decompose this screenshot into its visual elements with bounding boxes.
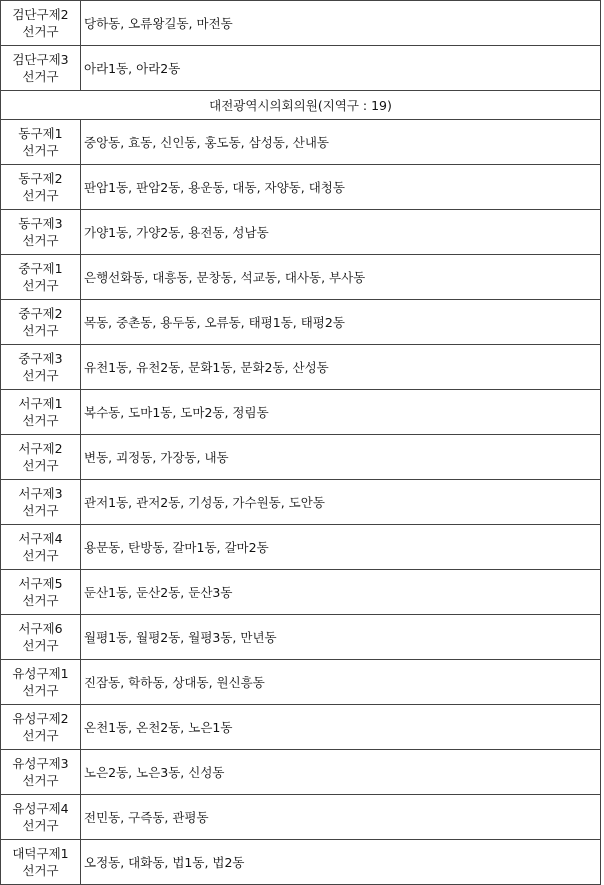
dong-list: 유천1동, 유천2동, 문화1동, 문화2동, 산성동 bbox=[81, 345, 601, 390]
district-name: 유성구제3 bbox=[12, 756, 69, 771]
table-row bbox=[1, 120, 601, 165]
district-cell bbox=[1, 660, 81, 705]
table-row bbox=[1, 795, 601, 840]
table-row bbox=[1, 345, 601, 390]
district-suffix: 선거구 bbox=[22, 503, 59, 518]
main-rows bbox=[1, 120, 601, 885]
district-suffix: 선거구 bbox=[22, 323, 59, 338]
district-name: 서구제6 bbox=[18, 621, 63, 636]
district-suffix: 선거구 bbox=[22, 773, 59, 788]
district-cell bbox=[1, 615, 81, 660]
table-row bbox=[1, 705, 601, 750]
district-cell bbox=[1, 750, 81, 795]
table-row bbox=[1, 615, 601, 660]
dong-list: 중앙동, 효동, 신인동, 홍도동, 삼성동, 산내동 bbox=[81, 120, 601, 165]
dong-list: 아라1동, 아라2동 bbox=[81, 46, 601, 91]
district-suffix: 선거구 bbox=[22, 368, 59, 383]
table-row bbox=[1, 750, 601, 795]
dong-list: 관저1동, 관저2동, 기성동, 가수원동, 도안동 bbox=[81, 480, 601, 525]
dong-list: 판암1동, 판암2동, 용운동, 대동, 자양동, 대청동 bbox=[81, 165, 601, 210]
table-row bbox=[1, 1, 601, 46]
table-row bbox=[1, 46, 601, 91]
dong-list: 변동, 괴정동, 가장동, 내동 bbox=[81, 435, 601, 480]
district-suffix: 선거구 bbox=[22, 818, 59, 833]
district-suffix: 선거구 bbox=[22, 593, 59, 608]
district-suffix: 선거구 bbox=[22, 458, 59, 473]
district-suffix: 선거구 bbox=[22, 233, 59, 248]
table-row bbox=[1, 255, 601, 300]
district-suffix: 선거구 bbox=[22, 69, 59, 84]
district-cell bbox=[1, 480, 81, 525]
district-cell bbox=[1, 840, 81, 885]
table-row bbox=[1, 570, 601, 615]
dong-list: 노은2동, 노은3동, 신성동 bbox=[81, 750, 601, 795]
district-cell bbox=[1, 255, 81, 300]
district-cell bbox=[1, 435, 81, 480]
table-row bbox=[1, 165, 601, 210]
district-name: 서구제4 bbox=[18, 531, 63, 546]
top-rows bbox=[1, 1, 601, 91]
district-cell bbox=[1, 165, 81, 210]
dong-list: 진잠동, 학하동, 상대동, 원신흥동 bbox=[81, 660, 601, 705]
district-name: 동구제3 bbox=[18, 216, 63, 231]
district-cell bbox=[1, 345, 81, 390]
table-row bbox=[1, 210, 601, 255]
district-cell bbox=[1, 705, 81, 750]
table-row bbox=[1, 525, 601, 570]
dong-list: 월평1동, 월평2동, 월평3동, 만년동 bbox=[81, 615, 601, 660]
district-cell bbox=[1, 795, 81, 840]
table-row bbox=[1, 300, 601, 345]
district-cell bbox=[1, 120, 81, 165]
table-row bbox=[1, 390, 601, 435]
dong-list: 온천1동, 온천2동, 노은1동 bbox=[81, 705, 601, 750]
district-suffix: 선거구 bbox=[22, 24, 59, 39]
district-cell bbox=[1, 46, 81, 91]
district-name: 서구제3 bbox=[18, 486, 63, 501]
dong-list: 복수동, 도마1동, 도마2동, 정림동 bbox=[81, 390, 601, 435]
district-suffix: 선거구 bbox=[22, 548, 59, 563]
dong-list: 은행선화동, 대흥동, 문창동, 석교동, 대사동, 부사동 bbox=[81, 255, 601, 300]
district-name: 동구제1 bbox=[18, 126, 63, 141]
section-header: 대전광역시의회의원(지역구 : 19) bbox=[1, 91, 601, 120]
district-suffix: 선거구 bbox=[22, 638, 59, 653]
dong-list: 목동, 중촌동, 용두동, 오류동, 태평1동, 태평2동 bbox=[81, 300, 601, 345]
district-name: 유성구제2 bbox=[12, 711, 69, 726]
district-name: 서구제5 bbox=[18, 576, 63, 591]
dong-list: 용문동, 탄방동, 갈마1동, 갈마2동 bbox=[81, 525, 601, 570]
district-name: 중구제3 bbox=[18, 351, 63, 366]
district-suffix: 선거구 bbox=[22, 413, 59, 428]
dong-list: 둔산1동, 둔산2동, 둔산3동 bbox=[81, 570, 601, 615]
district-cell bbox=[1, 570, 81, 615]
district-cell bbox=[1, 300, 81, 345]
district-name: 서구제1 bbox=[18, 396, 63, 411]
district-cell bbox=[1, 210, 81, 255]
district-suffix: 선거구 bbox=[22, 863, 59, 878]
district-suffix: 선거구 bbox=[22, 278, 59, 293]
table-row bbox=[1, 480, 601, 525]
table-row bbox=[1, 660, 601, 705]
district-suffix: 선거구 bbox=[22, 143, 59, 158]
district-cell bbox=[1, 1, 81, 46]
dong-list: 가양1동, 가양2동, 용전동, 성남동 bbox=[81, 210, 601, 255]
district-name: 중구제1 bbox=[18, 261, 63, 276]
district-name: 검단구제2 bbox=[12, 7, 69, 22]
district-suffix: 선거구 bbox=[22, 188, 59, 203]
dong-list: 전민동, 구즉동, 관평동 bbox=[81, 795, 601, 840]
district-cell bbox=[1, 390, 81, 435]
table-row bbox=[1, 840, 601, 885]
district-name: 동구제2 bbox=[18, 171, 63, 186]
district-name: 서구제2 bbox=[18, 441, 63, 456]
table-row bbox=[1, 435, 601, 480]
district-name: 중구제2 bbox=[18, 306, 63, 321]
dong-list: 당하동, 오류왕길동, 마전동 bbox=[81, 1, 601, 46]
district-cell bbox=[1, 525, 81, 570]
district-name: 대덕구제1 bbox=[12, 846, 69, 861]
district-suffix: 선거구 bbox=[22, 728, 59, 743]
section-header-row bbox=[1, 91, 601, 120]
district-name: 유성구제4 bbox=[12, 801, 69, 816]
dong-list: 오정동, 대화동, 법1동, 법2동 bbox=[81, 840, 601, 885]
district-name: 유성구제1 bbox=[12, 666, 69, 681]
district-suffix: 선거구 bbox=[22, 683, 59, 698]
district-name: 검단구제3 bbox=[12, 52, 69, 67]
